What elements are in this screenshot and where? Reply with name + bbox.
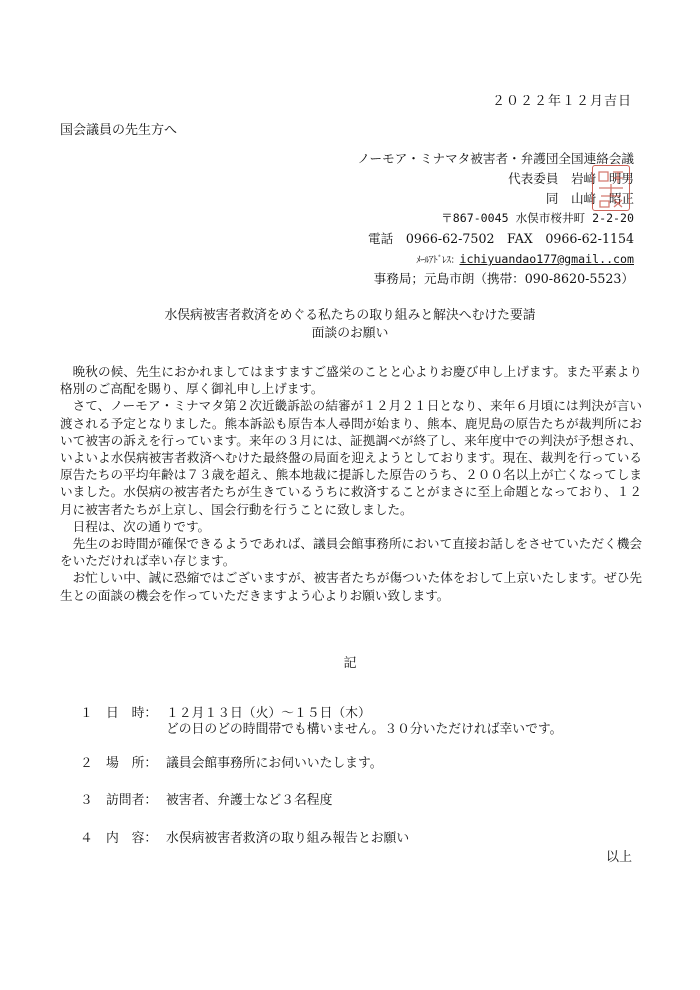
subject-line-1: 水俣病被害者救済をめぐる私たちの取り組みと解決へむけた要請 — [164, 308, 536, 323]
letter-date: ２０２２年１２月吉日 — [491, 94, 632, 109]
sender-organization: ノーモア・ミナマタ被害者・弁護団全国連絡会議 — [357, 151, 634, 166]
item-number: ４ — [80, 831, 93, 846]
sender-phone-fax: 電話 0966-62-7502 FAX 0966-62-1154 — [368, 231, 634, 246]
paragraph-background: さて、ノーモア・ミナマタ第２次近畿訴訟の結審が１２月２１日となり、来年６月頃には判決が言い渡される予定となりました。熊本訴訟も原告本人尋問が始まり、熊本、鹿児島の原告たちが裁判所において被害の訴えを行っています。来年の３月には、証拠調べが終了し、来年度中での判決が予想され、いよいよ水俣病被害者救済へむけた最終盤の局面を迎えようとしております。現在、裁判を行っている原告たちの平均年齢は７３歳を超え、熊本地裁に提訴した原告のうち、２００名以上が亡くなってしまいました。水俣病の被害者たちが生きているうちに救済することがまさに至上命題となっており、１２月に被害者たちが上京し、国会行動を行うことに致しました。 — [60, 398, 642, 517]
item-number: ３ — [80, 793, 93, 808]
paragraph-greeting: 晩秋の候、先生におかれましてはますますご盛栄のことと心よりお慶び申し上げます。また平素より格別のご高配を賜り、厚く御礼申し上げます。 — [60, 364, 642, 397]
seal-stamp — [592, 165, 630, 211]
item-value: 被害者、弁護士など３名程度 — [166, 793, 333, 808]
item-number: ２ — [80, 756, 93, 771]
item-number: １ — [80, 706, 93, 721]
addressee: 国会議員の先生方へ — [60, 123, 178, 138]
item-value: １２月１３日（火）～１５日（木） — [166, 706, 371, 721]
list-item — [80, 791, 332, 810]
closing-ijou: 以上 — [605, 850, 632, 865]
email-link[interactable]: ichiyuandao177@gmail..com — [459, 252, 634, 266]
paragraph-closing-request: お忙しい中、誠に恐縮ではございますが、被害者たちが傷ついた体をおして上京いたします。ぜひ先生との面談の機会を作っていただきますよう心よりお願い致します。 — [60, 570, 642, 603]
letter-body — [60, 363, 642, 604]
sender-representative-1: 代表委員 岩﨑 明男 — [508, 171, 634, 186]
list-item — [80, 829, 409, 848]
sender-office: 事務局；元島市朗（携帯：090-8620-5523） — [373, 271, 634, 286]
item-label: 訪問者： — [106, 793, 158, 808]
paragraph-request: 先生のお時間が確保できるようであれば、議員会館事務所において直接お話しをさせていただく機会をいただければ幸い存じます。 — [60, 536, 642, 569]
item-label: 日 時： — [106, 706, 158, 721]
list-item — [80, 754, 383, 773]
sender-representative-2: 同 山﨑 昭正 — [545, 191, 634, 206]
sender-address: 〒867-0045 水俣市桜井町 2-2-20 — [441, 211, 634, 225]
ki-heading: 記 — [343, 656, 357, 671]
paragraph-schedule-intro: 日程は、次の通りです。 — [72, 518, 211, 534]
item-label: 内 容： — [106, 831, 158, 846]
item-label: 場 所： — [106, 756, 158, 771]
item-value: 議員会館事務所にお伺いいたします。 — [166, 756, 383, 771]
item-note: どの日のどの時間帯でも構いません。３０分いただければ幸いです。 — [166, 722, 563, 737]
sender-email-line — [416, 250, 634, 269]
subject-line-2: 面談のお願い — [311, 326, 389, 341]
item-value: 水俣病被害者救済の取り組み報告とお願い — [166, 831, 410, 846]
email-label: ﾒｰﾙｱﾄﾞﾚｽ： — [415, 255, 460, 266]
